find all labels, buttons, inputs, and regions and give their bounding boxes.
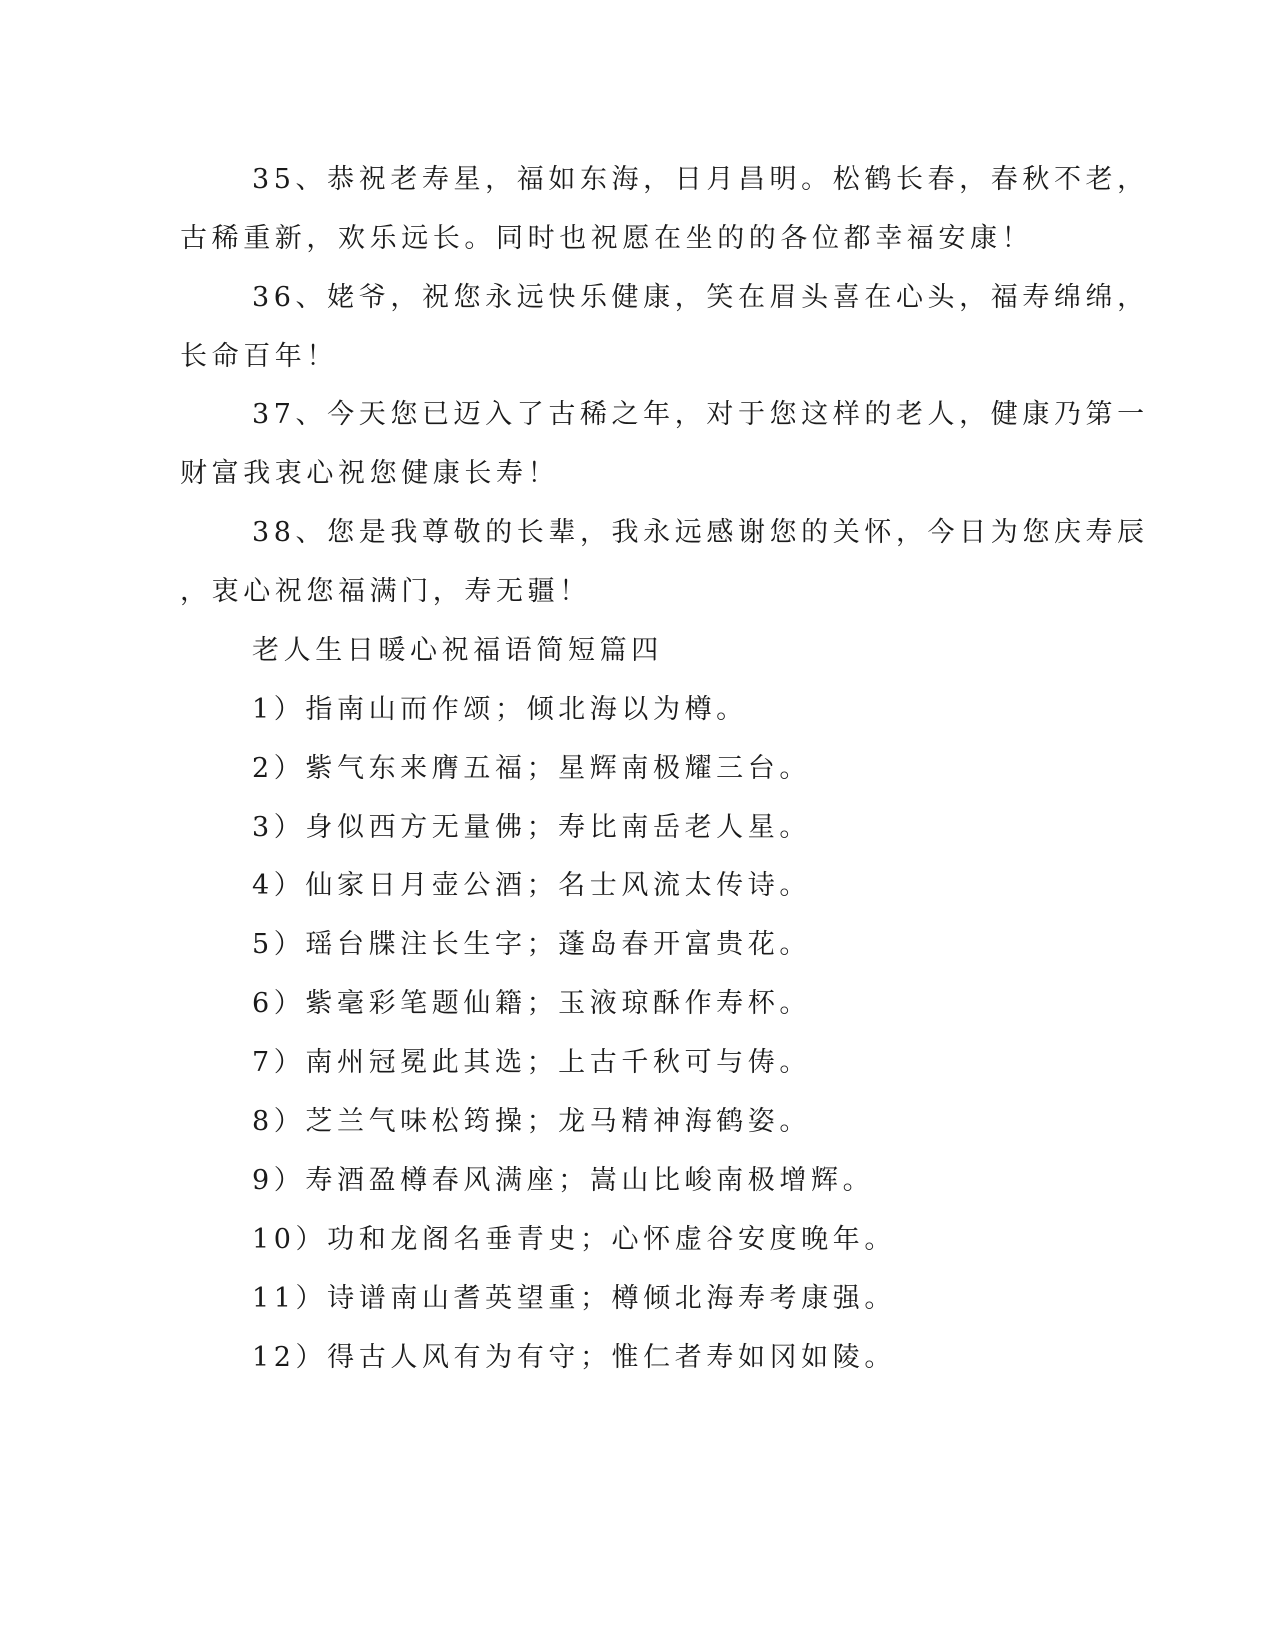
couplet-line: 1）指南山而作颂；倾北海以为樽。 — [252, 694, 748, 725]
couplet-line: 5）瑶台牒注长生字；蓬岛春开富贵花。 — [252, 929, 811, 960]
paragraph-36-line-2: 长命百年！ — [180, 341, 338, 372]
couplet-line: 3）身似西方无量佛；寿比南岳老人星。 — [252, 812, 811, 843]
couplet-line: 10）功和龙阁名垂青史；心怀虚谷安度晚年。 — [252, 1224, 896, 1255]
couplet-line: 11）诗谱南山耆英望重；樽倾北海寿考康强。 — [252, 1283, 896, 1314]
paragraph-38-line-1: 38、您是我尊敬的长辈，我永远感谢您的关怀，今日为您庆寿辰 — [252, 517, 1149, 548]
couplet-line: 8）芝兰气味松筠操；龙马精神海鹤姿。 — [252, 1106, 811, 1137]
paragraph-35-line-1: 35、恭祝老寿星，福如东海，日月昌明。松鹤长春，春秋不老， — [252, 164, 1149, 195]
couplet-line: 2）紫气东来膺五福；星辉南极耀三台。 — [252, 753, 811, 784]
paragraph-37-line-1: 37、今天您已迈入了古稀之年，对于您这样的老人，健康乃第一 — [252, 399, 1149, 430]
paragraph-36-line-1: 36、姥爷，祝您永远快乐健康，笑在眉头喜在心头，福寿绵绵， — [252, 282, 1149, 313]
couplet-line: 9）寿酒盈樽春风满座；嵩山比峻南极增辉。 — [252, 1165, 875, 1196]
paragraph-37-line-2: 财富我衷心祝您健康长寿！ — [180, 458, 560, 489]
couplet-line: 4）仙家日月壶公酒；名士风流太传诗。 — [252, 870, 811, 901]
section-heading: 老人生日暖心祝福语简短篇四 — [252, 635, 663, 666]
couplet-line: 6）紫毫彩笔题仙籍；玉液琼酥作寿杯。 — [252, 988, 811, 1019]
couplet-line: 12）得古人风有为有守；惟仁者寿如冈如陵。 — [252, 1342, 896, 1373]
paragraph-38-line-2: ，衷心祝您福满门，寿无疆！ — [180, 576, 591, 607]
couplet-line: 7）南州冠冕此其选；上古千秋可与俦。 — [252, 1047, 811, 1078]
paragraph-35-line-2: 古稀重新，欢乐远长。同时也祝愿在坐的的各位都幸福安康！ — [180, 223, 1034, 254]
